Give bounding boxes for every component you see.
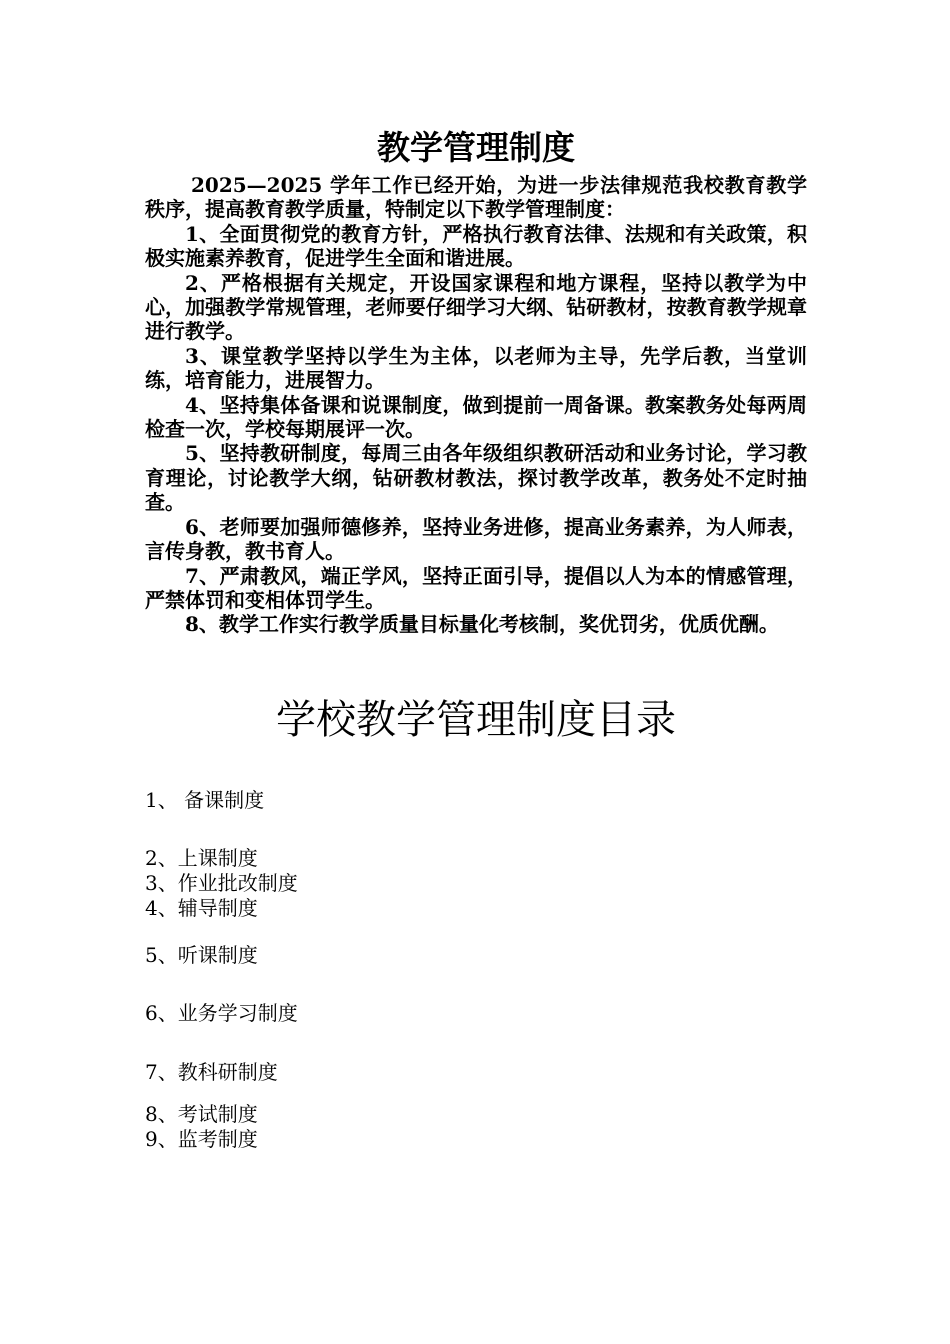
intro-paragraph: 2025—2025 学年工作已经开始，为进一步法律规范我校教育教学秩序，提高教育教学质量，特制定以下教学管理制度：: [145, 173, 807, 222]
toc-item-7: 7、教科研制度: [145, 1060, 278, 1084]
document-title: 教学管理制度: [377, 128, 575, 167]
rule-paragraph-5: 5、坚持教研制度，每周三由各年级组织教研活动和业务讨论，学习教育理论，讨论教学大纲，钻研教材教法，探讨教学改革，教务处不定时抽查。: [145, 441, 807, 515]
toc-item-3: 3、作业批改制度: [145, 871, 298, 895]
rule-paragraph-7: 7、严肃教风，端正学风，坚持正面引导，提倡以人为本的情感管理，严禁体罚和变相体罚学生。: [145, 563, 807, 612]
toc-item-6: 6、业务学习制度: [145, 1001, 298, 1025]
rule-paragraph-4: 4、坚持集体备课和说课制度，做到提前一周备课。教案教务处每两周检查一次，学校每期展评一次。: [145, 392, 807, 442]
toc-item-8: 8、考试制度: [145, 1102, 258, 1126]
toc-title: 学校教学管理制度目录: [276, 697, 676, 743]
rule-paragraph-1: 1、全面贯彻党的教育方针，严格执行教育法律、法规和有关政策，积极实施素养教育，促进学生全面和谐进展。: [145, 221, 807, 271]
rule-paragraph-8: 8、教学工作实行教学质量目标量化考核制，奖优罚劣，优质优酬。: [185, 612, 779, 637]
rule-paragraph-6: 6、老师要加强师德修养，坚持业务进修，提高业务素养，为人师表，言传身教，教书育人。: [145, 514, 807, 564]
toc-item-4: 4、辅导制度: [145, 896, 258, 920]
rule-paragraph-3: 3、课堂教学坚持以学生为主体，以老师为主导，先学后教，当堂训练，培育能力，进展智力。: [145, 343, 807, 393]
toc-item-9: 9、监考制度: [145, 1127, 258, 1151]
toc-item-5: 5、听课制度: [145, 943, 258, 967]
toc-item-1: 1、 备课制度: [145, 788, 265, 812]
rule-paragraph-2: 2、严格根据有关规定，开设国家课程和地方课程，坚持以教学为中心，加强教学常规管理，老师要仔细学习大纲、钻研教材，按教育教学规章进行教学。: [145, 270, 807, 344]
toc-item-2: 2、上课制度: [145, 846, 258, 870]
document-body: [145, 173, 807, 637]
